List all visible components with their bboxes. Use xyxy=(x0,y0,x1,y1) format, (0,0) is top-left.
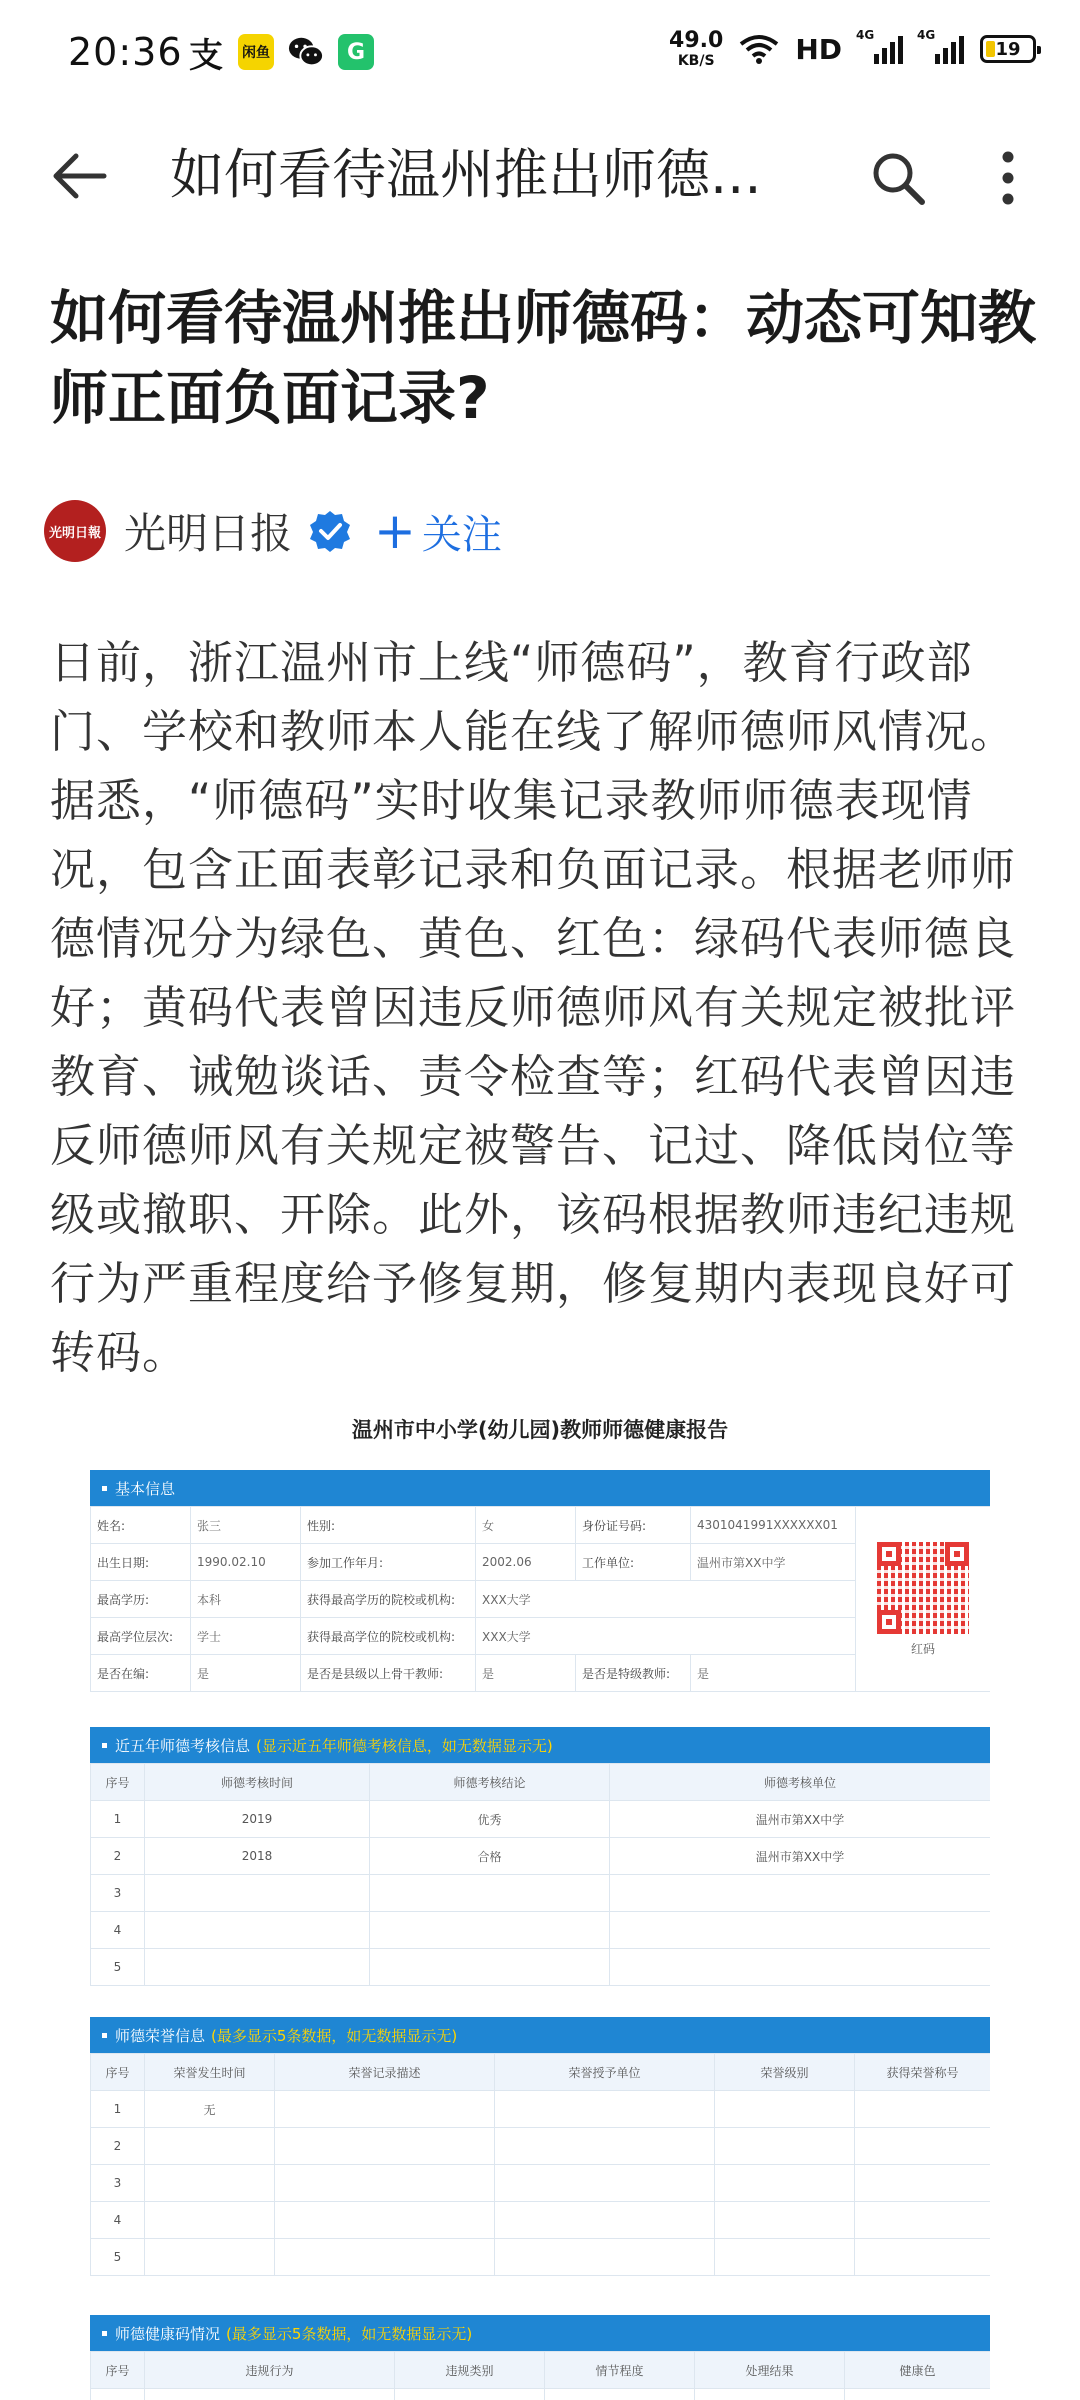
signal-icon: 4G xyxy=(858,34,903,64)
notification-icons xyxy=(188,34,374,76)
xianyu-icon: 闲鱼 xyxy=(238,34,274,70)
qr-code xyxy=(877,1542,969,1634)
more-vertical-icon xyxy=(1000,151,1016,205)
avatar[interactable]: 光明日報 xyxy=(44,500,106,562)
section-header: 师德荣誉信息 (最多显示5条数据，如无数据显示无) xyxy=(90,2017,990,2053)
table-cell: 姓名: xyxy=(91,1507,191,1544)
table-cell: 身份证号码: xyxy=(576,1507,691,1544)
health-code-cell xyxy=(856,1507,991,1692)
app-bar xyxy=(0,118,1080,238)
search-icon xyxy=(870,150,926,206)
wechat-icon xyxy=(288,34,324,70)
column-header: 序号 xyxy=(91,1764,145,1801)
basic-info-table xyxy=(90,1506,990,1692)
hd-indicator: HD xyxy=(795,32,842,66)
table-cell: 是 xyxy=(476,1655,576,1692)
network-speed: 49.0 KB/S xyxy=(669,28,724,69)
table-cell: 出生日期: xyxy=(91,1544,191,1581)
clock: 20:36 xyxy=(68,30,183,74)
more-options-button[interactable] xyxy=(968,138,1048,218)
table-row: 2 2018 合格 温州市第XX中学 xyxy=(91,1838,991,1875)
author-row xyxy=(44,496,1034,566)
table-cell: 是 xyxy=(191,1655,301,1692)
wifi-icon xyxy=(739,34,779,64)
follow-label: 关注 xyxy=(421,511,502,558)
column-header: 师德考核结论 xyxy=(370,1764,610,1801)
column-header: 师德考核单位 xyxy=(610,1764,991,1801)
table-cell: 最高学历: xyxy=(91,1581,191,1618)
table-row: 2 xyxy=(91,2128,991,2165)
honors-section xyxy=(90,2017,990,2276)
table-cell: 工作单位: xyxy=(576,1544,691,1581)
page-title: 如何看待温州推出师德... xyxy=(170,143,762,206)
signal-icon: 4G xyxy=(919,34,964,64)
table-cell: 参加工作年月: xyxy=(301,1544,476,1581)
column-header: 师德考核时间 xyxy=(145,1764,370,1801)
report-image[interactable] xyxy=(90,1400,990,2400)
table-row xyxy=(91,2389,991,2400)
follow-button[interactable] xyxy=(374,503,502,560)
author-name[interactable]: 光明日报 xyxy=(124,509,293,558)
table-cell: 获得最高学历的院校或机构: xyxy=(301,1581,476,1618)
assessment-section xyxy=(90,1727,990,1986)
back-arrow-icon xyxy=(52,153,108,199)
verified-badge-icon xyxy=(308,509,352,553)
table-cell: 学士 xyxy=(191,1618,301,1655)
table-row: 3 xyxy=(91,2165,991,2202)
table-cell: 是否是县级以上骨干教师: xyxy=(301,1655,476,1692)
honors-table: 序号 荣誉发生时间 荣誉记录描述 荣誉授予单位 荣誉级别 获得荣誉称号 1 无 2 3 4 5 xyxy=(90,2053,990,2276)
table-cell: 女 xyxy=(476,1507,576,1544)
section-header: 师德健康码情况 (最多显示5条数据，如无数据显示无) xyxy=(90,2315,990,2351)
report-title: 温州市中小学(幼儿园)教师师德健康报告 xyxy=(351,1418,729,1442)
table-cell: 4301041991XXXXXX01 xyxy=(691,1507,856,1544)
table-row: 4 xyxy=(91,1912,991,1949)
search-button[interactable] xyxy=(858,138,938,218)
table-cell: 是否在编: xyxy=(91,1655,191,1692)
table-cell: 张三 xyxy=(191,1507,301,1544)
code-color-label: 红码 xyxy=(910,1641,935,1656)
plus-icon: + xyxy=(374,502,416,560)
green-app-icon: G xyxy=(338,34,374,70)
table-cell: 最高学位层次: xyxy=(91,1618,191,1655)
article-title: 如何看待温州推出师德码：动态可知教师正面负面记录? xyxy=(50,284,1037,433)
section-header: 基本信息 xyxy=(90,1470,990,1506)
article-body: 日前，浙江温州市上线“师德码”，教育行政部门、学校和教师本人能在线了解师德师风情况。据悉，“师德码”实时收集记录教师师德表现情况，包含正面表彰记录和负面记录。根据老师师德情况分为绿色、黄色、红色：绿码代表师德良好；黄码代表曾因违反师德师风有关规定被批评教育、诫勉谈话、责令检查等；红码代表曾因违反师德师风有关规定被警告、记过、降低岗位等级或撤职、开除。此外，该码根据教师违纪违规行为严重程度给予修复期，修复期内表现良好可转码。 xyxy=(50,636,1017,1379)
table-row: 5 xyxy=(91,2239,991,2276)
table-cell: 本科 xyxy=(191,1581,301,1618)
table-cell: 性别: xyxy=(301,1507,476,1544)
basic-info-section xyxy=(90,1470,990,1692)
table-cell: 温州市第XX中学 xyxy=(691,1544,856,1581)
table-cell: XXX大学 xyxy=(476,1581,856,1618)
table-cell: 获得最高学位的院校或机构: xyxy=(301,1618,476,1655)
table-row: 1 无 xyxy=(91,2091,991,2128)
table-cell: 是否是特级教师: xyxy=(576,1655,691,1692)
table-row: 4 xyxy=(91,2202,991,2239)
alipay-icon: 支 xyxy=(189,35,223,76)
health-code-section xyxy=(90,2315,990,2400)
table-row: 5 xyxy=(91,1949,991,1986)
section-header: 近五年师德考核信息 (显示近五年师德考核信息，如无数据显示无) xyxy=(90,1727,990,1763)
status-bar xyxy=(0,0,1080,110)
table-cell: XXX大学 xyxy=(476,1618,856,1655)
back-button[interactable] xyxy=(40,136,120,216)
battery-icon: 19 xyxy=(980,35,1036,63)
health-code-table: 序号 违规行为 违规类别 情节程度 处理结果 健康色 xyxy=(90,2351,990,2400)
assessment-table xyxy=(90,1763,990,1986)
table-cell: 1990.02.10 xyxy=(191,1544,301,1581)
table-cell: 2002.06 xyxy=(476,1544,576,1581)
table-row: 1 2019 优秀 温州市第XX中学 xyxy=(91,1801,991,1838)
table-cell: 是 xyxy=(691,1655,856,1692)
table-row: 3 xyxy=(91,1875,991,1912)
